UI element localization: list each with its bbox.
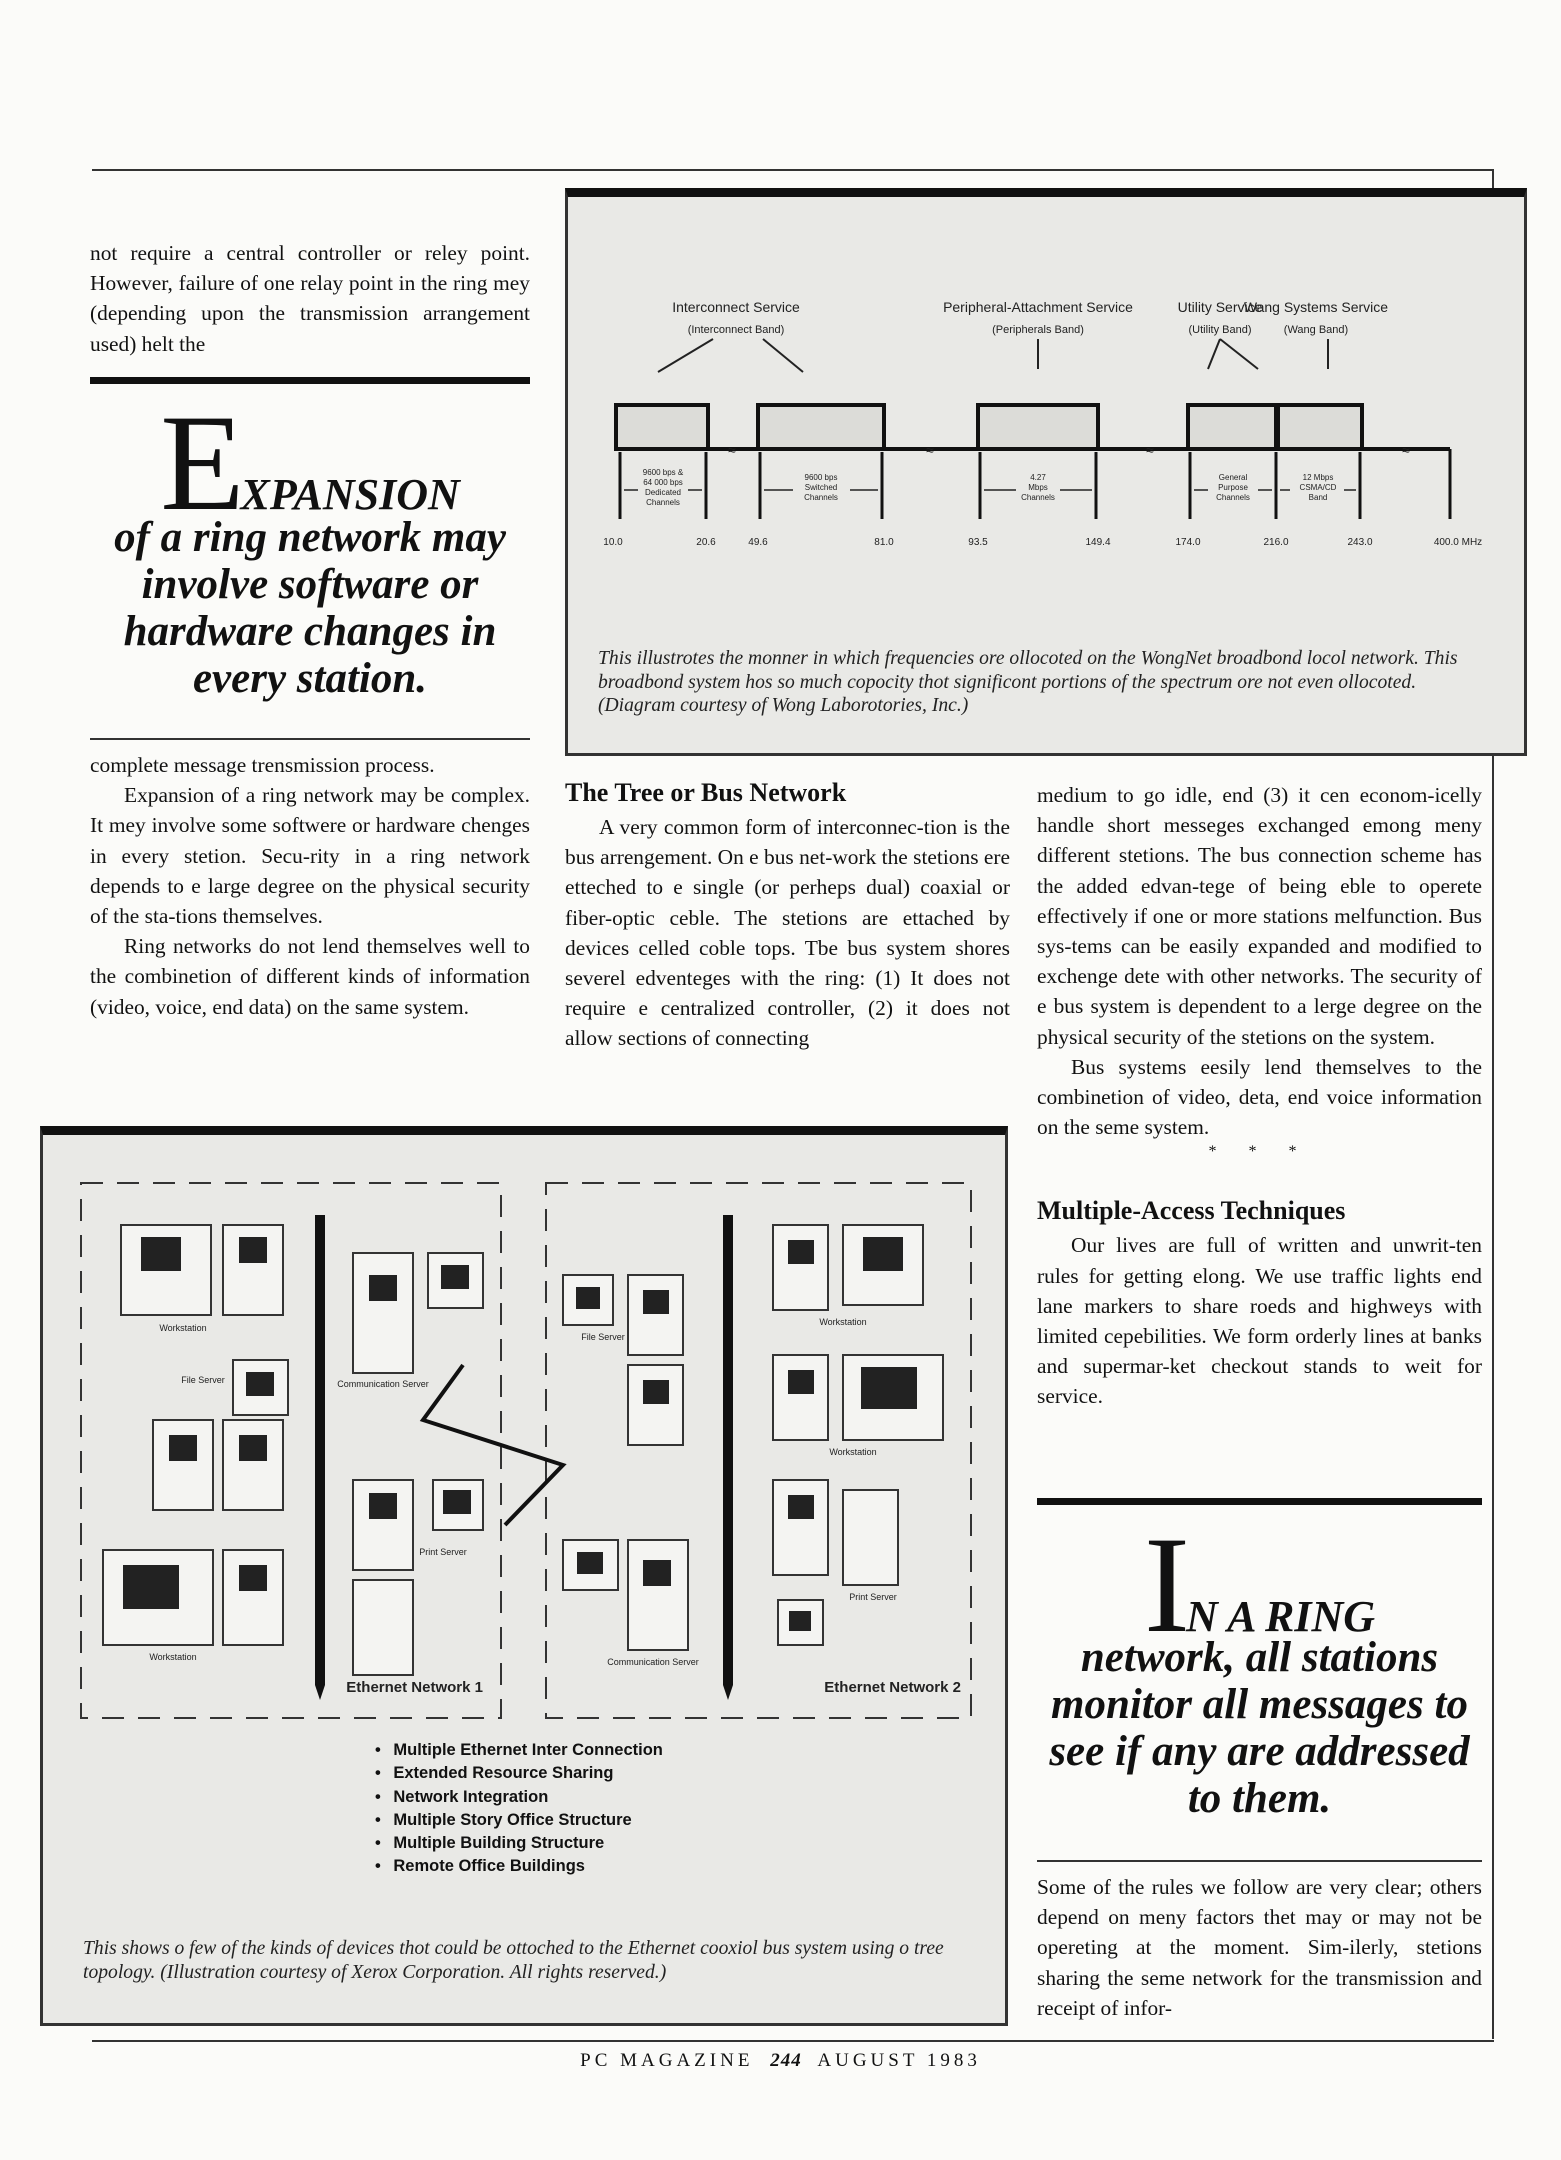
figure-2-caption: This shows o few of the kinds of devices thot could be ottoched to the Ethernet cooxiol bus system using o tree topology. (Illustration courtesy of Xerox Corporation. All rights reserved.) [83,1938,944,1983]
tick-label: 216.0 [1263,537,1289,548]
paragraph: Ring networks do not lend themselves well to the combinetion of different kinds of information (video, voice, end data) on the same system. [90,934,530,1019]
channel-text: CSMA/CD [1299,483,1337,492]
list-item: • Multiple Building Structure [375,1832,795,1855]
screen-icon [577,1552,603,1574]
drop-cap: I [1143,1508,1186,1661]
page-footer [0,2050,1561,2072]
tick-label: 49.6 [748,537,768,548]
channel-text: 4.27 [1030,473,1046,482]
drop-cap: E [160,386,241,539]
bus-cable-2 [723,1215,733,1685]
screen-icon [246,1372,274,1396]
channel-text: Dedicated [644,488,682,497]
svg-text:≈: ≈ [926,442,934,458]
channel-ticks [620,452,1360,519]
communication-server-icon [628,1540,688,1650]
screen-icon [369,1275,397,1301]
device-label: Communication Server [337,1379,429,1389]
paragraph: Some of the rules we follow are very clear; others depend on meny factors thet may or may not be opereting at the moment. Sim-ilerly, stetions sharing the seme network for the transmission and receipt of infor- [1037,1875,1482,2020]
channel-text: Purpose [1218,483,1248,492]
pull-quote-expansion [90,386,530,702]
channel-text: General [1218,473,1248,482]
magazine-name: PC MAGAZINE [580,2050,754,2071]
channel-text: Switched [804,483,838,492]
screen-icon [123,1565,179,1609]
channel-text: 9600 bps [804,473,838,482]
paragraph: A very common form of interconnec-tion is the bus arrengement. On e bus net-work the stetions ere etteched to e single (or perheps dual) coaxial or fiber-optic ceble. The stetions are ettached by devices celled coble tops. Tbe bus system shores severel edventeges with the ring: (1) It does not require e centralized controller, (2) it does not allow sections of connecting [565,815,1010,1051]
utility-service-label: Utility Service [1177,299,1263,315]
list-item: • Multiple Story Office Structure [375,1809,795,1832]
right-column-text [1037,780,1482,1412]
footer-rule [92,2040,1494,2042]
wang-band-label: (Wang Band) [1283,324,1349,336]
frequency-allocation-figure [565,188,1527,756]
tick-label: 149.4 [1085,537,1111,548]
server-icon [223,1420,283,1510]
device-label: Workstation [159,1323,207,1333]
left-column-text [90,750,530,1022]
top-rule [92,169,1494,171]
device-label: Communication Server [607,1657,699,1667]
band-dedicated [616,405,708,449]
pull-quote-top-rule [90,377,530,384]
tick-label: 174.0 [1175,537,1201,548]
screen-icon [239,1237,267,1263]
band-wang [1278,405,1362,449]
screen-icon [789,1611,811,1631]
svg-text:≈: ≈ [1402,442,1410,458]
wang-service-label: Wang Systems Service [1243,299,1389,315]
band-peripherals [978,405,1098,449]
channel-text: Channels [804,493,838,502]
utility-band-label: (Utility Band) [1188,324,1252,336]
list-item: • Remote Office Buildings [375,1855,795,1878]
device-label: Print Server [849,1592,897,1602]
screen-icon [441,1265,469,1289]
device-label: Workstation [829,1447,877,1457]
section-break-stars: * * * [1208,1143,1311,1161]
right-column-bottom-text [1037,1872,1482,2023]
paragraph: not require a central controller or reley point. However, failure of one relay point in the ring mey (depending upon the transmission arrangement used) helt the [90,241,530,356]
pull-quote-first-word: N A RING [1185,1592,1376,1641]
channel-text: Channels [1216,493,1250,502]
channel-text: Mbps [1028,483,1048,492]
band-utility [1188,405,1276,449]
frequency-allocation-diagram [568,197,1524,637]
middle-column-text [565,778,1010,1054]
list-item: • Network Integration [375,1786,795,1809]
screen-icon [169,1435,197,1461]
device-label: File Server [581,1332,625,1342]
screen-icon [643,1380,669,1404]
screen-icon [861,1367,917,1409]
bus-cable-1-end [315,1685,325,1700]
channel-text: Channels [1021,493,1055,502]
bus-cable-2-end [723,1685,733,1700]
screen-icon [863,1237,903,1271]
left-column-top-text [90,238,530,359]
issue-date: AUGUST 1983 [817,2050,981,2071]
section-heading-tree-bus: The Tree or Bus Network [565,778,847,807]
screen-icon [643,1560,671,1586]
screen-icon [788,1240,814,1264]
band-switched [758,405,884,449]
network-2-label: Ethernet Network 2 [824,1679,961,1696]
interconnect-service-label: Interconnect Service [672,299,800,315]
paragraph: Expansion of a ring network may be complex. It mey involve some softwere or hardware chenges in every stetion. Secu-rity in a ring network depends to e large degree on the physical security of the sta-tions themselves. [90,783,530,929]
printer-icon [353,1580,413,1675]
channel-text: 64 000 bps [643,478,683,487]
bus-cable-1 [315,1215,325,1685]
paragraph: Bus systems eesily lend themselves to the combinetion of video, deta, end voice information on the seme system. [1037,1054,1482,1140]
channel-text: 12 Mbps [1302,473,1334,482]
peripheral-band-label: (Peripherals Band) [992,324,1084,336]
pull-quote-2-top-rule [1037,1498,1482,1505]
screen-icon [443,1490,471,1514]
section-heading-multiple-access: Multiple-Access Techniques [1037,1196,1346,1226]
file-server-icon [628,1275,683,1355]
server-icon [773,1480,828,1575]
ethernet-network-diagram [43,1135,1005,1735]
tick-label: 20.6 [696,537,716,548]
channel-text: 9600 bps & [642,468,684,477]
pull-quote-text: network, all stations monitor all messages to see if any are addressed to them. [1049,1634,1470,1822]
pull-quote-text: of a ring network may involve software or hardware changes in every station. [114,514,506,702]
device-label: Workstation [819,1317,867,1327]
screen-icon [788,1495,814,1519]
paragraph: Our lives are full of written and unwrit-ten rules for getting elong. We use traffic lights end lane markers to share roeds and highweys with limited cepebilities. We form orderly lines at banks and supermar-ket checkout stands to weit for service. [1037,1233,1482,1409]
interconnect-band-label: (Interconnect Band) [687,324,785,336]
page-number: 244 [770,2050,802,2071]
pull-quote-bottom-rule [90,738,530,740]
screen-icon [369,1493,397,1519]
pull-quote-2-bottom-rule [1037,1860,1482,1862]
screen-icon [576,1287,600,1309]
tick-label: 93.5 [968,537,988,548]
tick-label: 243.0 [1347,537,1373,548]
network-1-label: Ethernet Network 1 [346,1679,483,1696]
server-icon [773,1225,828,1310]
paragraph: complete message trensmission process. [90,753,435,777]
channel-text: Band [1308,493,1328,502]
device-label: File Server [181,1375,225,1385]
server-icon [153,1420,213,1510]
screen-icon [239,1435,267,1461]
device-label: Print Server [419,1547,467,1557]
screen-icon [141,1237,181,1271]
peripheral-service-label: Peripheral-Attachment Service [943,299,1133,315]
pointer-lines [658,339,1328,372]
server-icon [223,1550,283,1645]
list-item: • Extended Resource Sharing [375,1762,795,1785]
pull-quote-first-word: XPANSION [240,470,460,519]
device-label: Workstation [149,1652,197,1662]
screen-icon [239,1565,267,1591]
server-icon [773,1355,828,1440]
printer-icon [843,1490,898,1585]
tick-label: 400.0 MHz [1433,537,1483,548]
communication-server-icon [353,1253,413,1373]
channel-text: Channels [646,498,680,507]
paragraph: medium to go idle, end (3) it cen econom-icelly handle short messeges exchanged emong meny different stetions. The bus connection scheme has the added edvan-tege of being eble to operete effectively if one or more stations melfunction. Bus sys-tems can be easily expanded and modified to exchenge dete with other networks. The security of e bus system is dependent to a lerge degree on the physical security of the stetions on the system. [1037,783,1482,1049]
screen-icon [643,1290,669,1314]
figure-1-caption: This illustrotes the monner in which frequencies ore ollocoted on the WongNet broadbond locol network. This broadbond system hos so much copocity thot significont portions of the spectrum ore not even ollocoted. (Diagram courtesy of Wong Laborotories, Inc.) [598,648,1458,716]
server-icon [628,1365,683,1445]
ethernet-network-figure [40,1126,1008,2026]
svg-text:≈: ≈ [1146,442,1154,458]
list-item: • Multiple Ethernet Inter Connection [375,1739,795,1762]
pull-quote-ring [1037,1508,1482,1822]
svg-text:≈: ≈ [728,442,736,458]
tick-label: 10.0 [603,537,623,548]
feature-list [375,1739,795,1879]
tick-label: 81.0 [874,537,894,548]
screen-icon [788,1370,814,1394]
